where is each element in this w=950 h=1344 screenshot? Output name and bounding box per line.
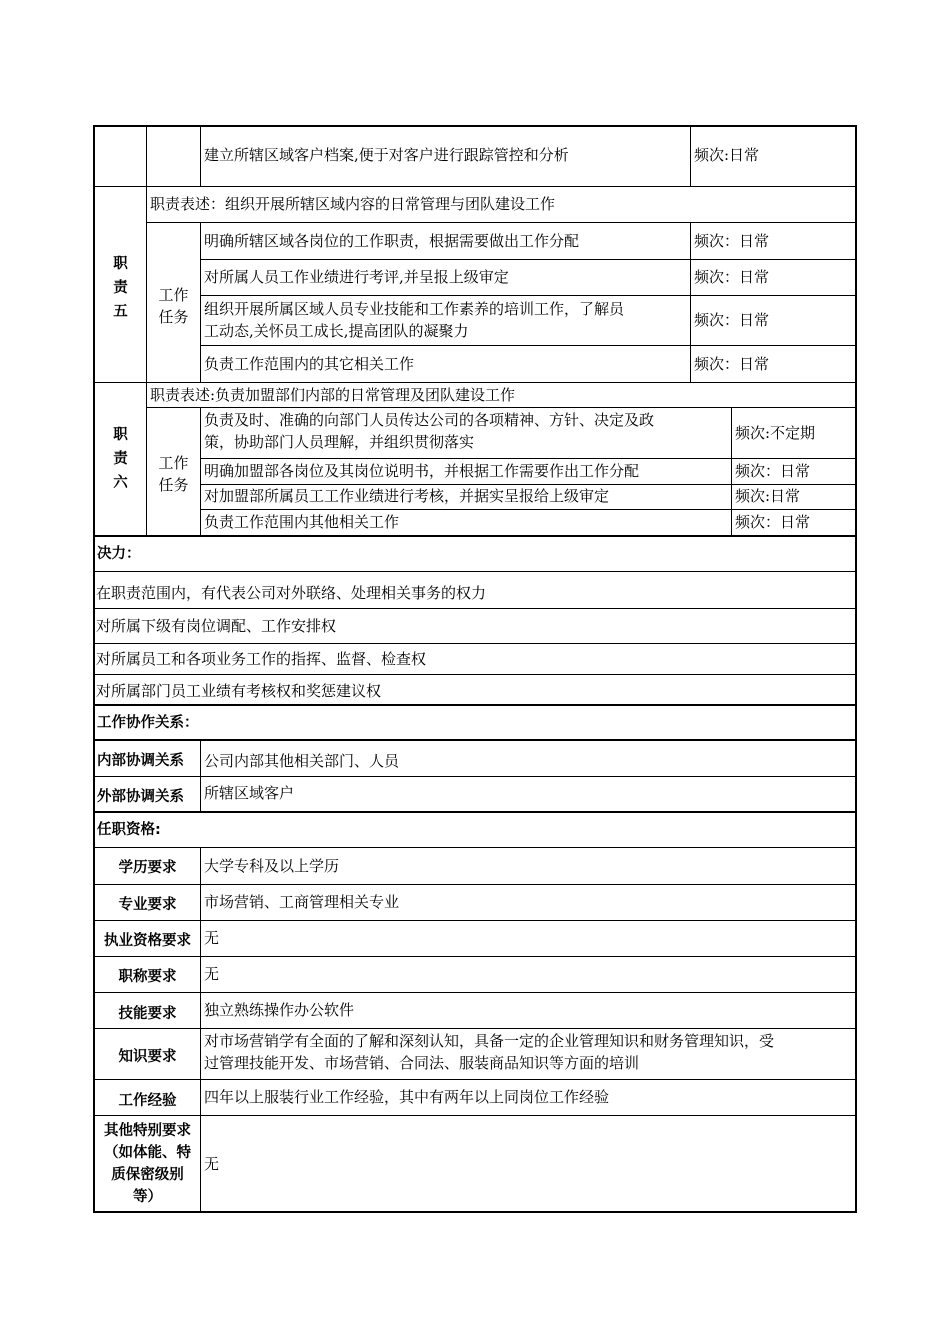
- duty-5-freq-2: 频次：日常: [694, 268, 770, 286]
- grid-line: [93, 1028, 857, 1029]
- experience-value: 四年以上服装行业工作经验，其中有两年以上同岗位工作经验: [204, 1088, 610, 1106]
- grid-line: [93, 920, 857, 921]
- license-label: 执业资格要求: [104, 933, 191, 949]
- grid-line: [93, 776, 857, 777]
- grid-line: [200, 847, 201, 1212]
- other-requirements-value: 无: [204, 1155, 220, 1173]
- grid-line: [200, 222, 201, 382]
- skills-label: 技能要求: [118, 1006, 177, 1022]
- knowledge-value: 对市场营销学有全面的了解和深刻认知，具备一定的企业管理知识和财务管理知识，受 过管理技能开发、市场营销、合同法、服装商品知识等方面的培训: [204, 1032, 775, 1072]
- table-border-bottom: [93, 1211, 857, 1213]
- license-value: 无: [204, 929, 220, 947]
- title-requirement-value: 无: [204, 965, 220, 983]
- qualifications-heading: 任职资格:: [97, 822, 161, 838]
- duty-6-freq-3: 频次:日常: [735, 487, 801, 505]
- grid-line: [200, 125, 201, 186]
- grid-line: [690, 222, 691, 382]
- grid-line: [731, 407, 732, 535]
- duty-6-work-label: 工作 任务: [158, 454, 189, 494]
- internal-coordination-value: 公司内部其他相关部门、人员: [204, 752, 400, 770]
- grid-line: [200, 509, 857, 510]
- grid-line: [93, 571, 857, 572]
- grid-line: [93, 847, 857, 848]
- cooperation-heading: 工作协作关系：: [97, 715, 199, 731]
- grid-line: [93, 643, 857, 644]
- grid-line: [93, 608, 857, 609]
- duty-6-freq-2: 频次：日常: [735, 462, 811, 480]
- grid-line: [200, 259, 857, 260]
- grid-line: [93, 674, 857, 675]
- grid-line: [200, 407, 201, 535]
- grid-line: [200, 295, 857, 296]
- table-border-top: [93, 125, 857, 127]
- grid-line: [93, 535, 857, 537]
- grid-line: [93, 382, 857, 383]
- grid-line: [93, 186, 857, 187]
- duty-5-label: 职 责 五: [113, 256, 128, 320]
- duty-5-freq-3: 频次：日常: [694, 311, 770, 329]
- grid-line: [93, 992, 857, 993]
- grid-line: [146, 222, 857, 223]
- authority-item-2: 对所属下级有岗位调配、工作安排权: [96, 617, 337, 635]
- grid-line: [690, 125, 691, 186]
- grid-line: [93, 1115, 857, 1116]
- table-border-right: [855, 125, 857, 1213]
- duty-5-freq-4: 频次：日常: [694, 355, 770, 373]
- grid-line: [93, 811, 857, 813]
- grid-line: [93, 884, 857, 885]
- duty-6-freq-4: 频次：日常: [735, 513, 811, 531]
- authority-item-4: 对所属部门员工业绩有考核权和奖惩建议权: [96, 682, 382, 700]
- duty-6-task-2: 明确加盟部各岗位及其岗位说明书，并根据工作需要作出工作分配: [204, 462, 640, 480]
- duty-5-task-2: 对所属人员工作业绩进行考评,并呈报上级审定: [204, 268, 509, 286]
- duty-6-description: 职责表述:负责加盟部们内部的日常管理及团队建设工作: [150, 386, 516, 404]
- external-coordination-value: 所辖区域客户: [204, 784, 295, 802]
- authority-item-1: 在职责范围内，有代表公司对外联络、处理相关事务的权力: [96, 584, 487, 602]
- internal-coordination-label: 内部协调关系: [97, 753, 184, 769]
- duty-5-task-3: 组织开展所属区域人员专业技能和工作素养的培训工作，了解员 工动态,关怀员工成长,提高团队的凝聚力: [204, 300, 625, 340]
- grid-line: [200, 345, 857, 346]
- knowledge-label: 知识要求: [118, 1049, 177, 1065]
- authority-heading: 决力：: [97, 546, 141, 562]
- grid-line: [93, 739, 857, 741]
- duty-6-task-4: 负责工作范围内其他相关工作: [204, 513, 400, 531]
- duty-5-task-4: 负责工作范围内的其它相关工作: [204, 355, 415, 373]
- title-requirement-label: 职称要求: [118, 969, 177, 985]
- grid-line: [200, 458, 857, 459]
- task-text: 建立所辖区域客户档案,便于对客户进行跟踪管控和分析: [204, 146, 569, 164]
- skills-value: 独立熟练操作办公软件: [204, 1001, 355, 1019]
- grid-line: [146, 407, 857, 408]
- authority-item-3: 对所属员工和各项业务工作的指挥、监督、检查权: [96, 650, 427, 668]
- duty-5-work-label: 工作 任务: [158, 286, 189, 326]
- duty-5-task-1: 明确所辖区域各岗位的工作职责，根据需要做出工作分配: [204, 232, 580, 250]
- education-value: 大学专科及以上学历: [204, 857, 340, 875]
- experience-label: 工作经验: [118, 1093, 177, 1109]
- duty-5-description: 职责表述：组织开展所辖区域内容的日常管理与团队建设工作: [150, 195, 556, 213]
- grid-line: [93, 956, 857, 957]
- other-requirements-label: 其他特别要求 （如体能、特 质保密级别 等）: [104, 1123, 191, 1205]
- duty-6-freq-1: 频次:不定期: [735, 424, 816, 442]
- duty-6-task-1: 负责及时、准确的向部门人员传达公司的各项精神、方针、决定及政 策，协助部门人员理解，并组织贯彻落实: [204, 411, 655, 451]
- education-label: 学历要求: [118, 860, 177, 876]
- grid-line: [93, 704, 857, 706]
- duty-5-freq-1: 频次：日常: [694, 232, 770, 250]
- duty-6-label: 职 责 六: [113, 427, 128, 491]
- major-value: 市场营销、工商管理相关专业: [204, 893, 400, 911]
- frequency-text: 频次:日常: [694, 146, 760, 164]
- grid-line: [93, 1079, 857, 1080]
- external-coordination-label: 外部协调关系: [97, 789, 184, 805]
- duty-6-task-3: 对加盟部所属员工工作业绩进行考核，并据实呈报给上级审定: [204, 487, 610, 505]
- major-label: 专业要求: [118, 897, 177, 913]
